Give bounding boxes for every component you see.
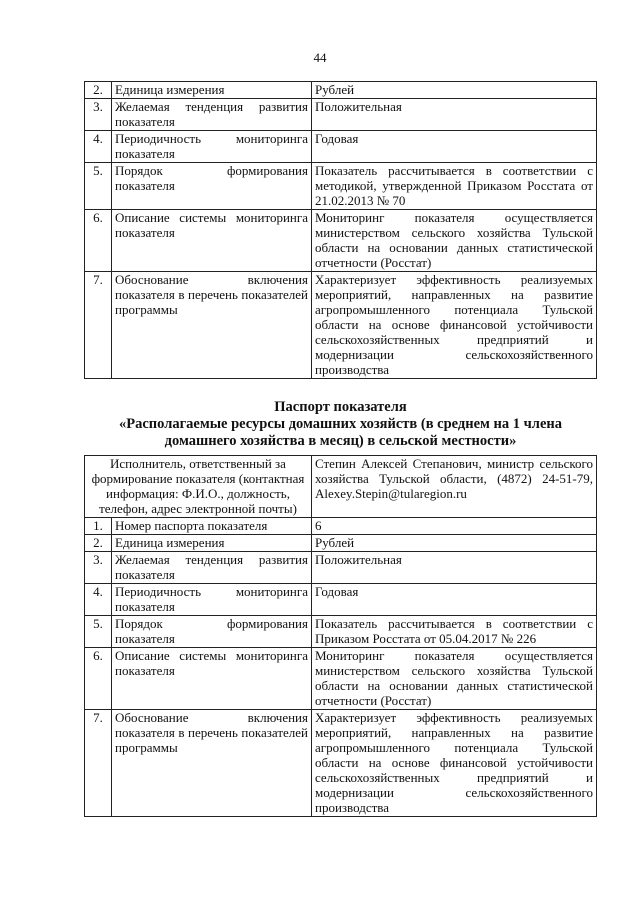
- row-number: 4.: [85, 584, 112, 616]
- row-value: Мониторинг показателя осуществляется министерством сельского хозяйства Тульской области на основании данных статистической отчетности (Росстат): [312, 210, 597, 272]
- row-value: Положительная: [312, 99, 597, 131]
- table-row: [85, 210, 597, 272]
- row-name: Единица измерения: [112, 82, 312, 99]
- passport-subtitle: «Располагаемые ресурсы домашних хозяйств (в среднем на 1 члена домашнего хозяйства в месяц) в сельской местности»: [118, 416, 562, 449]
- executor-row: [85, 456, 597, 518]
- row-name: Порядок формирования показателя: [112, 163, 312, 210]
- page-number: 44: [313, 50, 327, 65]
- executor-label: Исполнитель, ответственный за формирование показателя (контактная информация: Ф.И.О., должность, телефон, адрес электронной почты): [85, 456, 312, 518]
- indicator-table-continued: [84, 81, 597, 379]
- table-row: [85, 163, 597, 210]
- row-number: 7.: [85, 272, 112, 379]
- row-name: Желаемая тенденция развития показателя: [112, 552, 312, 584]
- table-row: [85, 584, 597, 616]
- table-row: [85, 552, 597, 584]
- table-row: [85, 616, 597, 648]
- row-value: Мониторинг показателя осуществляется министерством сельского хозяйства Тульской области на основании данных статистической отчетности (Росстат): [312, 648, 597, 710]
- row-number: 4.: [85, 131, 112, 163]
- row-name: Обоснование включения показателя в перечень показателей программы: [112, 272, 312, 379]
- indicator-passport-table: [84, 455, 597, 817]
- row-name: Номер паспорта показателя: [112, 518, 312, 535]
- row-name: Единица измерения: [112, 535, 312, 552]
- row-number: 6.: [85, 648, 112, 710]
- table-row: [85, 648, 597, 710]
- row-name: Периодичность мониторинга показателя: [112, 131, 312, 163]
- row-value: Показатель рассчитывается в соответствии с методикой, утвержденной Приказом Росстата от 21.02.2013 № 70: [312, 163, 597, 210]
- table-row: [85, 710, 597, 817]
- row-value: Годовая: [312, 584, 597, 616]
- table-row: [85, 272, 597, 379]
- row-number: 2.: [85, 82, 112, 99]
- passport-heading: Паспорт показателя: [274, 399, 407, 415]
- row-number: 3.: [85, 99, 112, 131]
- row-value: Положительная: [312, 552, 597, 584]
- row-name: Описание системы мониторинга показателя: [112, 648, 312, 710]
- table-row: [85, 82, 597, 99]
- row-number: 2.: [85, 535, 112, 552]
- table-row: [85, 131, 597, 163]
- row-name: Желаемая тенденция развития показателя: [112, 99, 312, 131]
- table-row: [85, 535, 597, 552]
- row-value: Рублей: [312, 535, 597, 552]
- row-value: Рублей: [312, 82, 597, 99]
- row-number: 5.: [85, 163, 112, 210]
- row-name: Обоснование включения показателя в перечень показателей программы: [112, 710, 312, 817]
- table-row: [85, 518, 597, 535]
- row-value: Годовая: [312, 131, 597, 163]
- row-value: Характеризует эффективность реализуемых мероприятий, направленных на развитие агропромышленного потенциала Тульской области на основе финансовой устойчивости сельскохозяйственных предприятий и модернизации сельскохозяйственного производства: [312, 710, 597, 817]
- row-number: 6.: [85, 210, 112, 272]
- row-number: 3.: [85, 552, 112, 584]
- row-name: Описание системы мониторинга показателя: [112, 210, 312, 272]
- row-number: 7.: [85, 710, 112, 817]
- row-number: 1.: [85, 518, 112, 535]
- row-value: 6: [312, 518, 597, 535]
- row-number: 5.: [85, 616, 112, 648]
- row-name: Периодичность мониторинга показателя: [112, 584, 312, 616]
- row-value: Характеризует эффективность реализуемых мероприятий, направленных на развитие агропромышленного потенциала Тульской области на основе финансовой устойчивости сельскохозяйственных предприятий и модернизации сельскохозяйственного производства: [312, 272, 597, 379]
- row-value: Показатель рассчитывается в соответствии с Приказом Росстата от 05.04.2017 № 226: [312, 616, 597, 648]
- table-row: [85, 99, 597, 131]
- executor-value: Степин Алексей Степанович, министр сельского хозяйства Тульской области, (4872) 24-51-79, Alexey.Stepin@tularegion.ru: [312, 456, 597, 518]
- row-name: Порядок формирования показателя: [112, 616, 312, 648]
